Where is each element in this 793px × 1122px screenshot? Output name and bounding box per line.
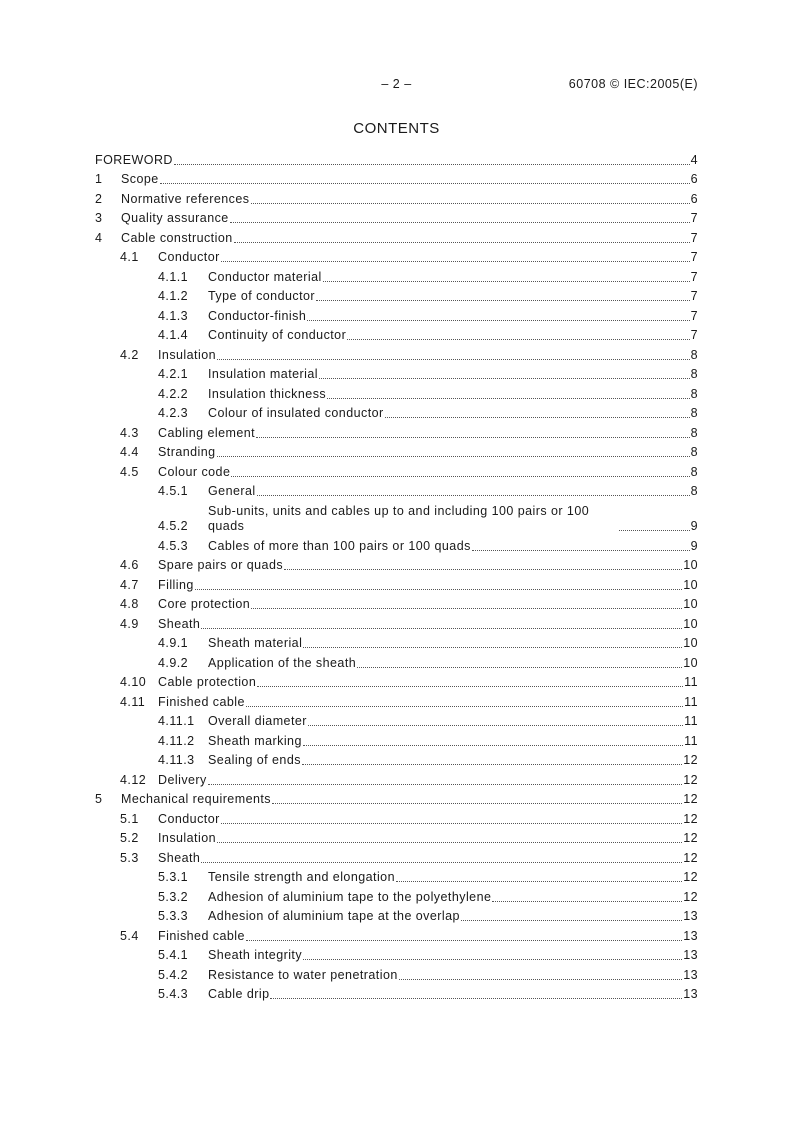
toc-entry-page: 12 — [683, 792, 698, 806]
toc-entry[interactable] — [95, 363, 698, 383]
toc-entry-number: 4.1.1 — [158, 269, 189, 284]
toc-entry-page: 4 — [690, 152, 698, 167]
toc-entry-number: 5.3 — [120, 850, 139, 865]
dot-leader — [174, 164, 690, 165]
toc-entry[interactable] — [95, 924, 698, 944]
toc-entry[interactable] — [95, 768, 698, 788]
dot-leader — [323, 281, 690, 282]
dot-leader — [303, 647, 682, 648]
toc-entry-label: Quality assurance — [121, 211, 229, 225]
toc-entry[interactable] — [95, 534, 698, 554]
dot-leader — [302, 764, 682, 765]
toc-entry[interactable] — [95, 905, 698, 925]
toc-entry-label: Insulation material — [208, 367, 318, 381]
dot-leader — [257, 495, 690, 496]
toc-entry-page: 7 — [690, 289, 698, 303]
toc-entry-label: Sheath material — [208, 636, 303, 650]
toc-entry-page: 12 — [683, 850, 698, 865]
toc-entry-page: 13 — [683, 948, 698, 962]
toc-entry-page: 8 — [690, 406, 698, 420]
dot-leader — [357, 667, 682, 668]
toc-entry-number: 5.3.3 — [158, 909, 189, 923]
toc-entry-label: Cable drip — [208, 987, 270, 1001]
dot-leader — [319, 378, 690, 379]
toc-entry[interactable] — [95, 671, 698, 691]
toc-entry-label: Insulation — [158, 347, 217, 362]
toc-entry-page: 10 — [683, 558, 698, 572]
toc-entry-number: 4.10 — [120, 675, 147, 689]
toc-entry-page: 8 — [690, 367, 698, 381]
toc-entry-page: 10 — [683, 597, 698, 611]
toc-entry-page: 13 — [683, 909, 698, 923]
toc-entry[interactable] — [95, 593, 698, 613]
dot-leader — [251, 608, 682, 609]
toc-entry-page: 7 — [690, 230, 698, 245]
toc-entry-page: 13 — [683, 967, 698, 982]
dot-leader — [327, 398, 690, 399]
toc-entry[interactable] — [95, 983, 698, 1003]
toc-entry-page: 7 — [690, 250, 698, 264]
toc-entry[interactable] — [95, 963, 698, 983]
toc-entry-number: 4.9 — [120, 616, 139, 631]
toc-entry-label: Sheath — [158, 850, 201, 865]
dot-leader — [316, 300, 690, 301]
toc-entry-label: General — [208, 484, 256, 498]
toc-entry-page: 9 — [690, 519, 698, 533]
toc-entry-page: 7 — [690, 328, 698, 342]
dot-leader — [399, 979, 682, 980]
toc-entry-page: 7 — [690, 269, 698, 284]
toc-entry-number: 4.11.1 — [158, 714, 195, 728]
dot-leader — [472, 550, 690, 551]
dot-leader — [246, 940, 682, 941]
toc-entry-label: Sheath integrity — [208, 948, 303, 962]
toc-entry-label: Sheath marking — [208, 733, 302, 748]
dot-leader — [257, 686, 683, 687]
toc-entry-page: 11 — [684, 694, 698, 709]
dot-leader — [284, 569, 682, 570]
toc-entry-number: 4.11 — [120, 694, 146, 709]
toc-entry-number: 5.4.2 — [158, 967, 189, 982]
toc-entry-label: Stranding — [158, 445, 216, 459]
toc-entry-label: Core protection — [158, 597, 251, 611]
toc-entry-page: 13 — [683, 928, 698, 943]
toc-entry-page: 11 — [684, 714, 698, 728]
toc-entry[interactable] — [95, 343, 698, 363]
dot-leader — [217, 456, 690, 457]
toc-entry-number: 4.2.1 — [158, 367, 189, 381]
toc-entry-label: Normative references — [121, 191, 250, 206]
toc-entry-number: 4.9.1 — [158, 636, 189, 650]
toc-entry-number: 4.1.2 — [158, 289, 189, 303]
toc-entry[interactable] — [95, 632, 698, 652]
toc-entry-label: Tensile strength and elongation — [208, 870, 395, 884]
dot-leader — [230, 222, 690, 223]
dot-leader — [201, 862, 682, 863]
dot-leader — [461, 920, 682, 921]
toc-entry-page: 11 — [684, 675, 698, 689]
toc-entry-page: 8 — [690, 386, 698, 401]
toc-entry[interactable] — [95, 187, 698, 207]
toc-entry-number: 4.5.3 — [158, 538, 189, 553]
toc-entry-number: 5.4.3 — [158, 987, 189, 1001]
toc-entry[interactable] — [95, 944, 698, 964]
toc-entry[interactable] — [95, 690, 698, 710]
toc-entry[interactable] — [95, 729, 698, 749]
toc-entry-number: 4.2.2 — [158, 386, 189, 401]
toc-entry-label: Application of the sheath — [208, 655, 357, 670]
dot-leader — [221, 823, 682, 824]
dot-leader — [251, 203, 690, 204]
toc-entry-label: Adhesion of aluminium tape to the polyethylene — [208, 889, 492, 904]
toc-entry-number: 4 — [95, 230, 103, 245]
toc-entry-page: 9 — [690, 538, 698, 553]
toc-entry-number: 4.3 — [120, 425, 139, 440]
toc-entry-number: 4.1.3 — [158, 308, 189, 323]
dot-leader — [217, 842, 682, 843]
toc-entry-page: 12 — [683, 753, 698, 767]
toc-entry-number: 4.5.1 — [158, 484, 189, 498]
toc-entry-label: Sealing of ends — [208, 753, 301, 767]
toc-entry-label: Sub-units, units and cables up to and including 100 pairs or 100 quads — [208, 504, 590, 533]
toc-entry-label: Sheath — [158, 616, 201, 631]
toc-entry[interactable] — [95, 421, 698, 441]
toc-entry-label: Filling — [158, 577, 194, 592]
toc-entry[interactable] — [95, 441, 698, 461]
toc-entry-number: 1 — [95, 172, 103, 186]
toc-entry-label: Adhesion of aluminium tape at the overlap — [208, 909, 460, 923]
dot-leader — [234, 242, 690, 243]
toc-entry-number: 4.12 — [120, 772, 147, 787]
toc-entry-label: Insulation — [158, 831, 217, 845]
toc-entry-label: Cable construction — [121, 230, 233, 245]
toc-entry-number: 4.2.3 — [158, 406, 189, 420]
toc-entry-label: Overall diameter — [208, 714, 307, 728]
toc-entry-page: 8 — [690, 445, 698, 459]
toc-entry-page: 12 — [683, 831, 698, 845]
toc-entry[interactable] — [95, 285, 698, 305]
toc-entry[interactable] — [95, 866, 698, 886]
toc-entry[interactable] — [95, 499, 698, 534]
toc-entry-label: Conductor material — [208, 269, 322, 284]
toc-entry-number: 4.11.2 — [158, 733, 195, 748]
toc-entry[interactable] — [95, 460, 698, 480]
toc-entry-page: 13 — [683, 987, 698, 1001]
toc-entry[interactable] — [95, 402, 698, 422]
toc-entry[interactable] — [95, 304, 698, 324]
toc-entry-label: Cable protection — [158, 675, 257, 689]
toc-entry[interactable] — [95, 807, 698, 827]
toc-entry-page: 8 — [690, 425, 698, 440]
toc-entry-page: 12 — [683, 870, 698, 884]
toc-entry-page: 10 — [683, 655, 698, 670]
page-number: – 2 – — [381, 77, 412, 91]
dot-leader — [303, 745, 683, 746]
toc-entry-number: 4.1.4 — [158, 328, 189, 342]
toc-entry[interactable] — [95, 651, 698, 671]
dot-leader — [385, 417, 690, 418]
toc-entry[interactable] — [95, 168, 698, 188]
toc-entry-number: 4.4 — [120, 445, 139, 459]
toc-entry-page: 7 — [690, 211, 698, 225]
dot-leader — [217, 359, 690, 360]
toc-entry-number: 4.6 — [120, 558, 139, 572]
toc-entry-page: 10 — [683, 636, 698, 650]
toc-entry-number: 5.3.2 — [158, 889, 189, 904]
dot-leader — [619, 530, 690, 531]
toc-entry[interactable] — [95, 324, 698, 344]
dot-leader — [195, 589, 682, 590]
toc-entry-page: 12 — [683, 811, 698, 826]
toc-entry-label: Delivery — [158, 772, 207, 787]
toc-entry-page: 6 — [690, 172, 698, 186]
toc-entry[interactable] — [95, 573, 698, 593]
toc-entry-number: 5.4.1 — [158, 948, 189, 962]
dot-leader — [160, 183, 690, 184]
toc-entry[interactable] — [95, 246, 698, 266]
toc-entry[interactable] — [95, 226, 698, 246]
toc-entry[interactable] — [95, 148, 698, 168]
toc-entry-label: Insulation thickness — [208, 386, 327, 401]
toc-entry-label: Type of conductor — [208, 289, 316, 303]
toc-entry-label: Conductor — [158, 811, 220, 826]
toc-entry-label: Scope — [121, 172, 159, 186]
toc-entry-label: Cabling element — [158, 425, 256, 440]
dot-leader — [347, 339, 689, 340]
toc-entry-number: 2 — [95, 191, 103, 206]
dot-leader — [208, 784, 682, 785]
toc-entry-page: 8 — [690, 484, 698, 498]
toc-entry[interactable] — [95, 382, 698, 402]
toc-entry[interactable] — [95, 612, 698, 632]
toc-entry-label: Spare pairs or quads — [158, 558, 284, 572]
toc-entry[interactable] — [95, 846, 698, 866]
toc-entry-page: 10 — [683, 577, 698, 592]
toc-entry-label: Finished cable — [158, 694, 245, 709]
toc-entry[interactable] — [95, 885, 698, 905]
page-title: CONTENTS — [353, 120, 440, 137]
toc-entry-page: 10 — [683, 616, 698, 631]
dot-leader — [308, 725, 683, 726]
toc-entry-number: 4.1 — [120, 250, 139, 264]
toc-entry[interactable] — [95, 207, 698, 227]
toc-entry[interactable] — [95, 710, 698, 730]
toc-entry-page: 6 — [690, 191, 698, 206]
toc-entry-page: 8 — [690, 347, 698, 362]
toc-entry-label: Colour of insulated conductor — [208, 406, 384, 420]
table-of-contents — [95, 148, 698, 1002]
toc-entry-label: Colour code — [158, 464, 231, 479]
toc-entry-number: 4.5.2 — [158, 519, 189, 533]
toc-entry-label: Finished cable — [158, 928, 245, 943]
toc-entry-number: 5.2 — [120, 831, 139, 845]
toc-entry-number: 3 — [95, 211, 103, 225]
toc-entry-label: Conductor-finish — [208, 308, 307, 323]
dot-leader — [231, 476, 689, 477]
toc-entry-label: Continuity of conductor — [208, 328, 347, 342]
toc-entry-label: FOREWORD — [95, 152, 173, 167]
toc-entry[interactable] — [95, 480, 698, 500]
dot-leader — [221, 261, 690, 262]
toc-entry-label: Resistance to water penetration — [208, 967, 398, 982]
dot-leader — [272, 803, 682, 804]
toc-entry[interactable] — [95, 554, 698, 574]
toc-entry-number: 5.1 — [120, 811, 139, 826]
toc-entry-page: 12 — [683, 772, 698, 787]
toc-entry-number: 4.8 — [120, 597, 139, 611]
toc-entry[interactable] — [95, 265, 698, 285]
dot-leader — [303, 959, 682, 960]
toc-entry-page: 11 — [684, 733, 698, 748]
toc-entry[interactable] — [95, 827, 698, 847]
toc-entry-page: 12 — [683, 889, 698, 904]
toc-entry-number: 4.5 — [120, 464, 139, 479]
toc-entry-label: Conductor — [158, 250, 220, 264]
toc-entry-number: 5 — [95, 792, 103, 806]
dot-leader — [201, 628, 682, 629]
dot-leader — [396, 881, 682, 882]
toc-entry-number: 4.2 — [120, 347, 139, 362]
toc-entry-number: 5.3.1 — [158, 870, 189, 884]
toc-entry-page: 7 — [690, 308, 698, 323]
toc-entry[interactable] — [95, 788, 698, 808]
toc-entry-number: 5.4 — [120, 928, 139, 943]
toc-entry[interactable] — [95, 749, 698, 769]
dot-leader — [492, 901, 682, 902]
toc-entry-number: 4.11.3 — [158, 753, 195, 767]
dot-leader — [307, 320, 689, 321]
document-reference: 60708 © IEC:2005(E) — [568, 77, 698, 91]
dot-leader — [246, 706, 683, 707]
toc-entry-number: 4.9.2 — [158, 655, 189, 670]
toc-entry-label: Cables of more than 100 pairs or 100 quads — [208, 538, 471, 553]
dot-leader — [270, 998, 682, 999]
dot-leader — [256, 437, 690, 438]
toc-entry-label: Mechanical requirements — [121, 792, 271, 806]
toc-entry-page: 8 — [690, 464, 698, 479]
toc-entry-number: 4.7 — [120, 577, 139, 592]
